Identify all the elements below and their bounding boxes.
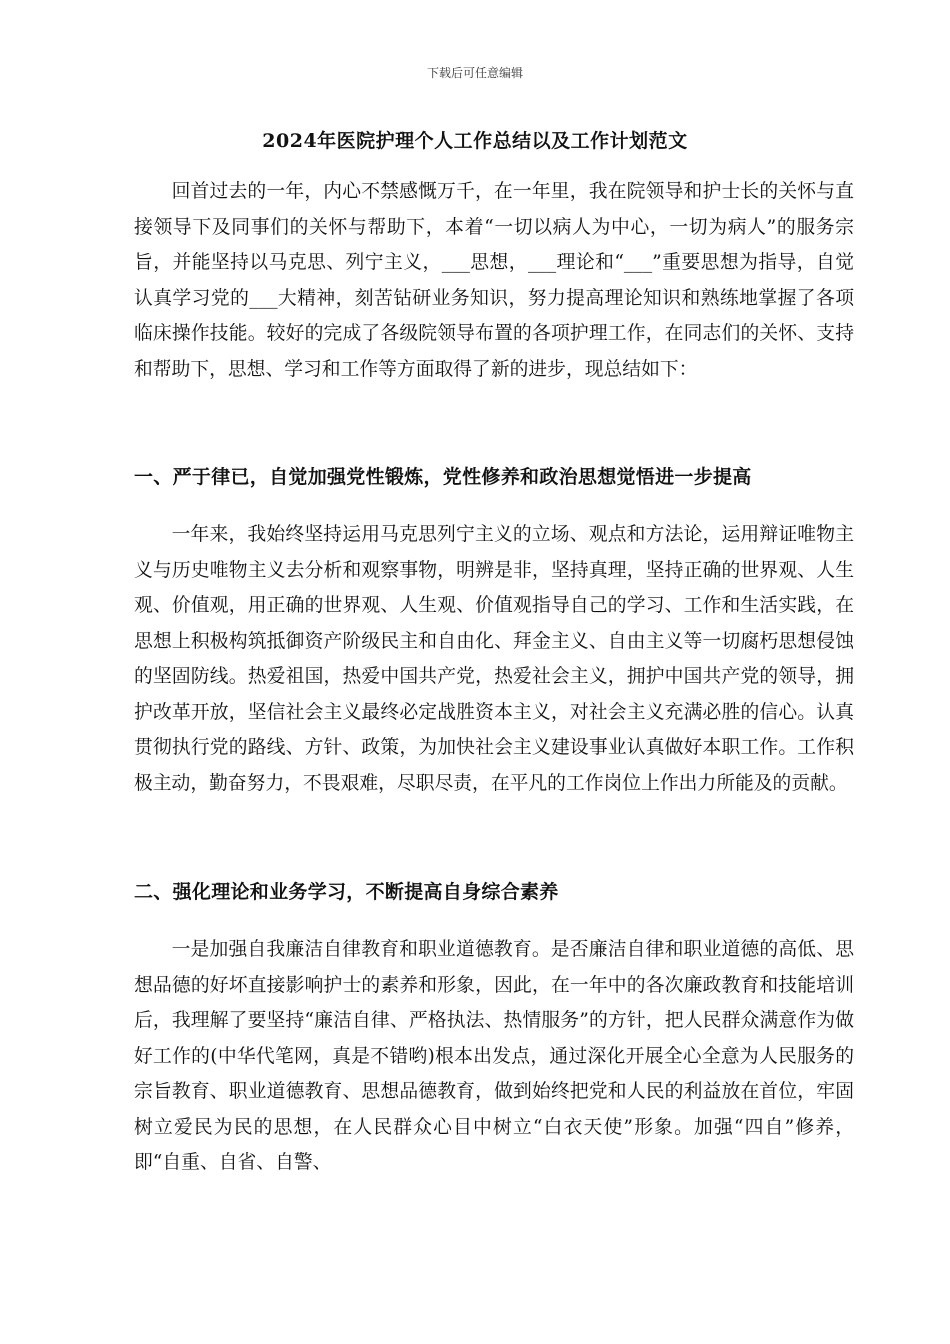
section-heading-1: 一、严于律已，自觉加强党性锻炼，党性修养和政治思想觉悟进一步提高 xyxy=(134,466,752,488)
header-note: 下载后可任意编辑 xyxy=(426,66,523,80)
section-2-paragraph: 一是加强自我廉洁自律教育和职业道德教育。是否廉洁自律和职业道德的高低、思想品德的好坏直接影响护士的素养和形象，因此，在一年中的各次廉政教育和技能培训后，我理解了要坚持“廉洁自律、严格执法、热情服务”的方针，把人民群众满意作为做好工作的(中华代笔网，真是不错哟)根本出发点，通过深化开展全心全意为人民服务的宗旨教育、职业道德教育、思想品德教育，做到始终把党和人民的利益放在首位，牢固树立爱民为民的思想，在人民群众心目中树立“白衣天使”形象。加强“四自”修养，即“自重、自省、自警、 xyxy=(134,939,854,1173)
section-1-paragraph: 一年来，我始终坚持运用马克思列宁主义的立场、观点和方法论，运用辩证唯物主义与历史唯物主义去分析和观察事物，明辨是非，坚持真理，坚持正确的世界观、人生观、价值观，用正确的世界观、人生观、价值观指导自己的学习、工作和生活实践，在思想上积极构筑抵御资产阶级民主和自由化、拜金主义、自由主义等一切腐朽思想侵蚀的坚固防线。热爱祖国，热爱中国共产党，热爱社会主义，拥护中国共产党的领导，拥护改革开放，坚信社会主义最终必定战胜资本主义，对社会主义充满必胜的信心。认真贯彻执行党的路线、方针、政策，为加快社会主义建设事业认真做好本职工作。工作积极主动，勤奋努力，不畏艰难，尽职尽责，在平凡的工作岗位上作出力所能及的贡献。 xyxy=(134,524,854,794)
intro-paragraph: 回首过去的一年，内心不禁感慨万千，在一年里，我在院领导和护士长的关怀与直接领导下及同事们的关怀与帮助下，本着“一切以病人为中心，一切为病人”的服务宗旨，并能坚持以马克思、列宁主义，___思想，___理论和“___”重要思想为指导，自觉认真学习党的___大精神，刻苦钻研业务知识，努力提高理论知识和熟练地掌握了各项临床操作技能。较好的完成了各级院领导布置的各项护理工作，在同志们的关怀、支持和帮助下，思想、学习和工作等方面取得了新的进步，现总结如下： xyxy=(134,181,854,380)
document-title: 2024年医院护理个人工作总结以及工作计划范文 xyxy=(262,130,688,152)
section-heading-2: 二、强化理论和业务学习，不断提高自身综合素养 xyxy=(134,881,559,903)
